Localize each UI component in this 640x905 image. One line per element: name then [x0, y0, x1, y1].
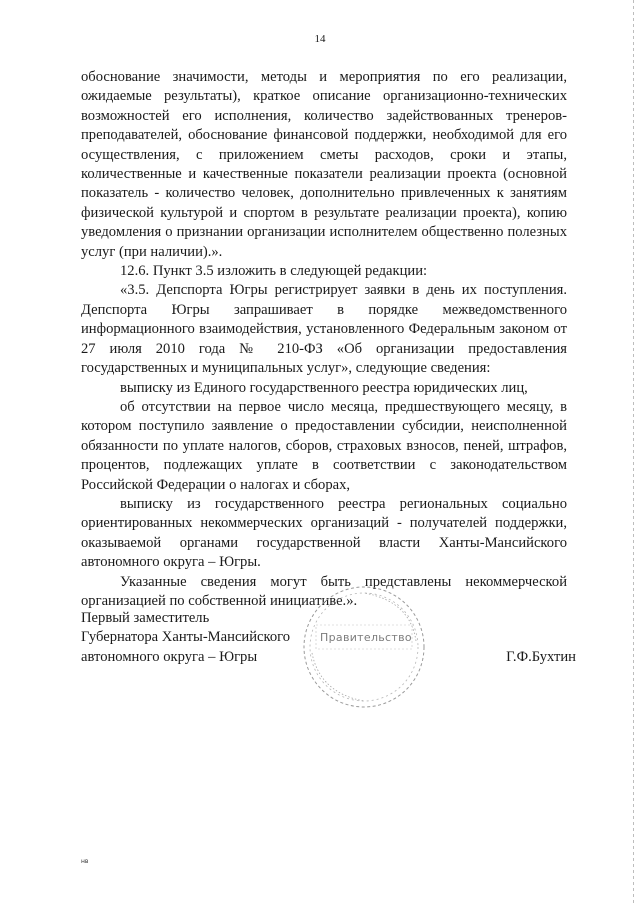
paragraph-tax-debt: об отсутствии на первое число месяца, предшествующего месяцу, в котором поступило заявление о предоставлении субсидии, неисполненной обязанности по уплате налогов, сборов, страховых взносов, пеней, штрафов, процентов, подлежащих уплате в соответствии с законодательством Российской Федерации о налогах и сборах, [81, 398, 567, 493]
seal-label: Правительство [320, 631, 412, 644]
paragraph-registry-extract: выписку из государственного реестра региональных социально ориентированных некоммерческих организаций - получателей поддержки, оказываемой органами государственной власти Ханты-Мансийского автономного округа – Югры. [81, 495, 567, 571]
paragraph-clause-3-5: «3.5. Депспорта Югры регистрирует заявки в день их поступления. Депспорта Югры запрашивает в порядке межведомственного информационного взаимодействия, установленного Федеральным законом от 27 июля 2010 года № 210-ФЗ «Об организации предоставления государственных и муниципальных услуг», следующие сведения: [81, 282, 567, 377]
document-body [81, 68, 567, 611]
signatory-title-line: Губернатора Ханты-Мансийского [81, 629, 291, 646]
signatory-title-line: Первый заместитель [81, 610, 210, 626]
paragraph-own-initiative: Указанные сведения могут быть представлены некоммерческой организацией по собственной инициативе.». [81, 573, 567, 609]
signatory-title [81, 609, 321, 667]
signatory-name: Г.Ф.Бухтин [506, 649, 576, 665]
official-seal [300, 583, 428, 711]
page-number: 14 [314, 33, 326, 45]
paragraph-item-12-6: 12.6. Пункт 3.5 изложить в следующей редакции: [120, 263, 428, 280]
signatory-title-line: автономного округа – Югры [81, 648, 258, 665]
paragraph-egrul-extract: выписку из Единого государственного реестра юридических лиц, [120, 379, 528, 396]
paragraph-continuation: обоснование значимости, методы и мероприятия по его реализации, ожидаемые результаты), краткое описание организационно-технических возможностей его исполнения, количество задействованных тренеров-преподавателей, обоснование финансовой поддержки, необходимой для его осуществления, с приложением сметы расходов, сроки и этапы, количественные и качественные показатели реализации проекта (основной показатель - количество человек, дополнительно привлеченных к занятиям физической культурой и спортом в результате реализации проекта), копию уведомления о признании организации исполнителем общественно полезных услуг (при наличии).». [81, 69, 567, 260]
page-edge-line [633, 0, 634, 905]
footer-mark: нв [81, 858, 89, 865]
